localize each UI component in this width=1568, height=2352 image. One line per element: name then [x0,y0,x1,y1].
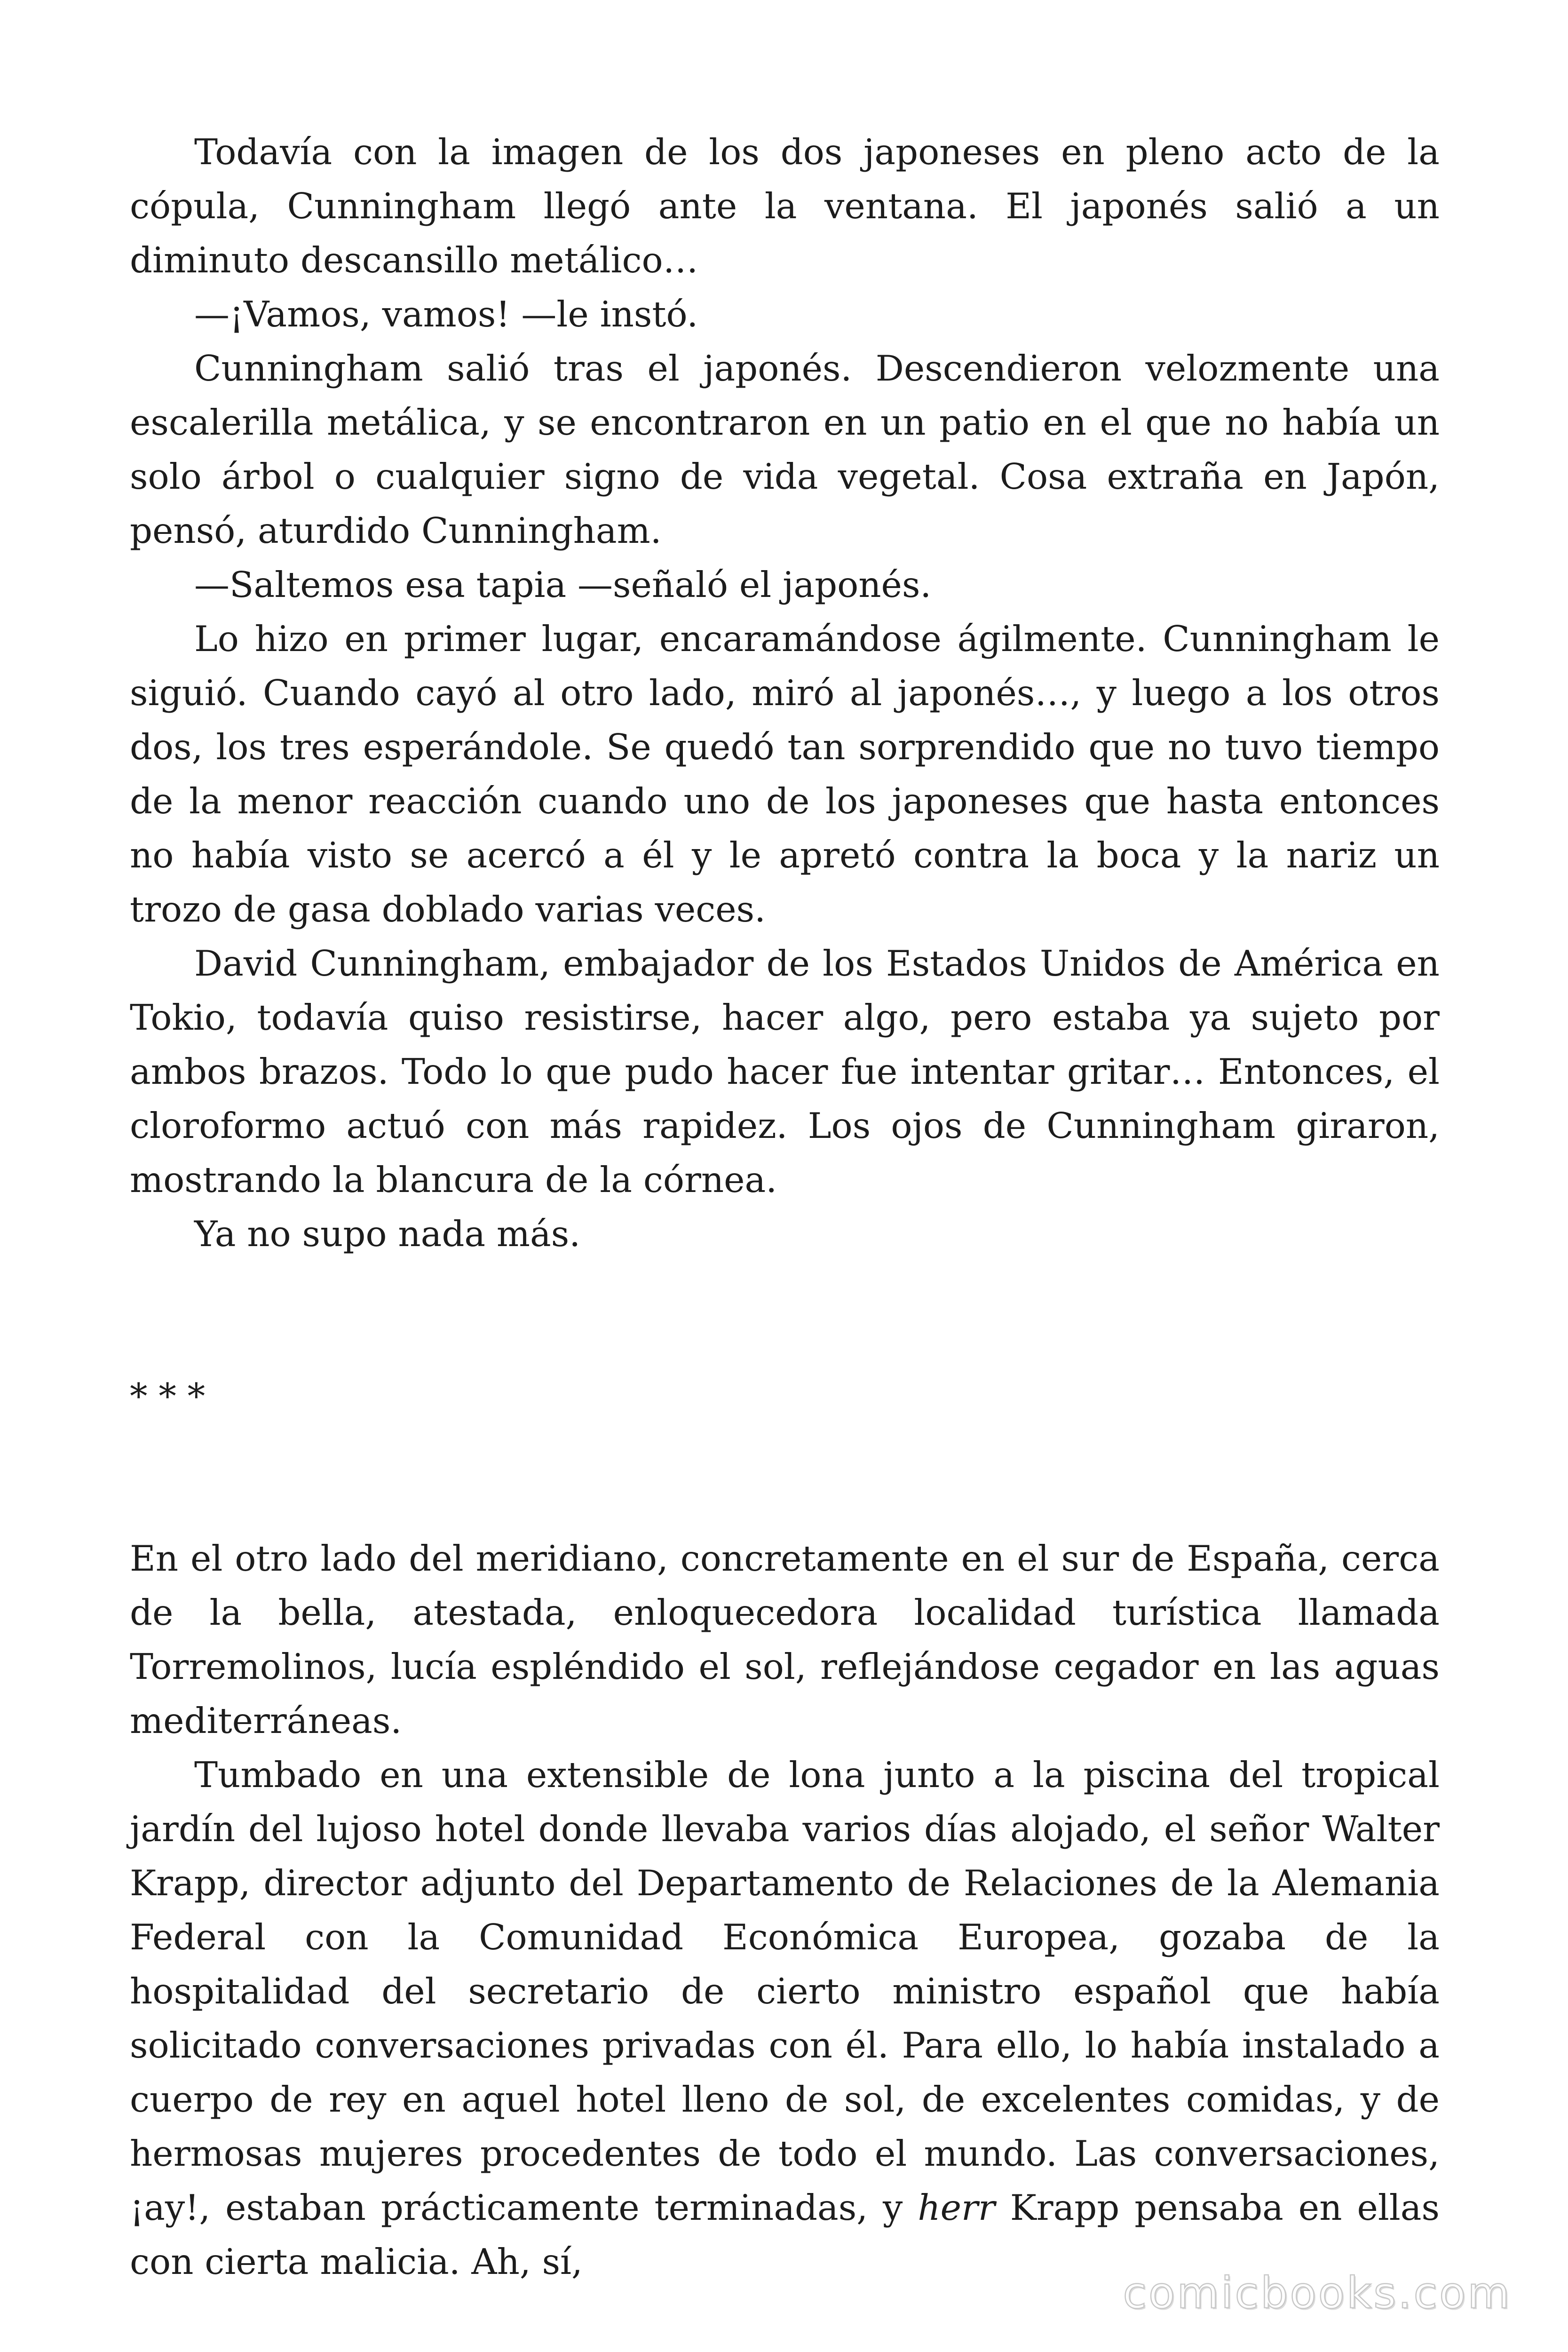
watermark-logo: comicbooks.com [1123,2268,1512,2318]
section-separator: * * * [130,1375,206,1417]
paragraph-dialogue: —¡Vamos, vamos! —le instó. [194,294,698,335]
paragraph: Todavía con la imagen de los dos japoneses en pleno acto de la cópula, Cunningham llegó ante la ventana. El japonés salió a un diminuto descansillo metálico… [130,131,1440,281]
paragraph-section-start: En el otro lado del meridiano, concretamente en el sur de España, cerca de la bella, atestada, enloquecedora localidad turística llamada Torremolinos, lucía espléndido el sol, reflejándose cegador en las aguas mediterráneas. [130,1538,1440,1741]
paragraph: Lo hizo en primer lugar, encaramándose ágilmente. Cunningham le siguió. Cuando cayó al otro lado, miró al japonés…, y luego a los otros dos, los tres esperándole. Se quedó tan sorprendido que no tuvo tiempo de la menor reacción cuando uno de los japoneses que hasta entonces no había visto se acercó a él y le apretó contra la boca y la nariz un trozo de gasa doblado varias veces. [130,618,1440,930]
paragraph: David Cunningham, embajador de los Estados Unidos de América en Tokio, todavía quiso resistirse, hacer algo, pero estaba ya sujeto por ambos brazos. Todo lo que pudo hacer fue intentar gritar… Entonces, el cloroformo actuó con más rapidez. Los ojos de Cunningham giraron, mostrando la blancura de la córnea. [130,943,1440,1200]
paragraph-text: Krapp pensaba en ellas con cierta malicia. Ah, sí, [130,2187,1440,2282]
paragraph-text: Tumbado en una extensible de lona junto a la piscina del tropical jardín del lujoso hotel donde llevaba varios días alojado, el señor Walter Krapp, director adjunto del Departamento de Relaciones de la Alemania Federal con la Comunidad Económica Europea, gozaba de la hospitalidad del secretario de cierto ministro español que había solicitado conversaciones privadas con él. Para ello, lo había instalado a cuerpo de rey en aquel hotel lleno de sol, de excelentes comidas, y de hermosas mujeres procedentes de todo el mundo. Las conversaciones, ¡ay!, estaban prácticamente terminadas, y [130,1754,1440,2228]
paragraph: Ya no supo nada más. [194,1213,581,1255]
paragraph-dialogue: —Saltemos esa tapia —señaló el japonés. [194,564,932,605]
italic-word: herr [918,2187,995,2228]
paragraph-continued [130,1748,1440,2289]
paragraph: Cunningham salió tras el japonés. Descendieron velozmente una escalerilla metálica, y se encontraron en un patio en el que no había un solo árbol o cualquier signo de vida vegetal. Cosa extraña en Japón, pensó, aturdido Cunningham. [130,348,1440,551]
page-text [130,125,1440,2289]
